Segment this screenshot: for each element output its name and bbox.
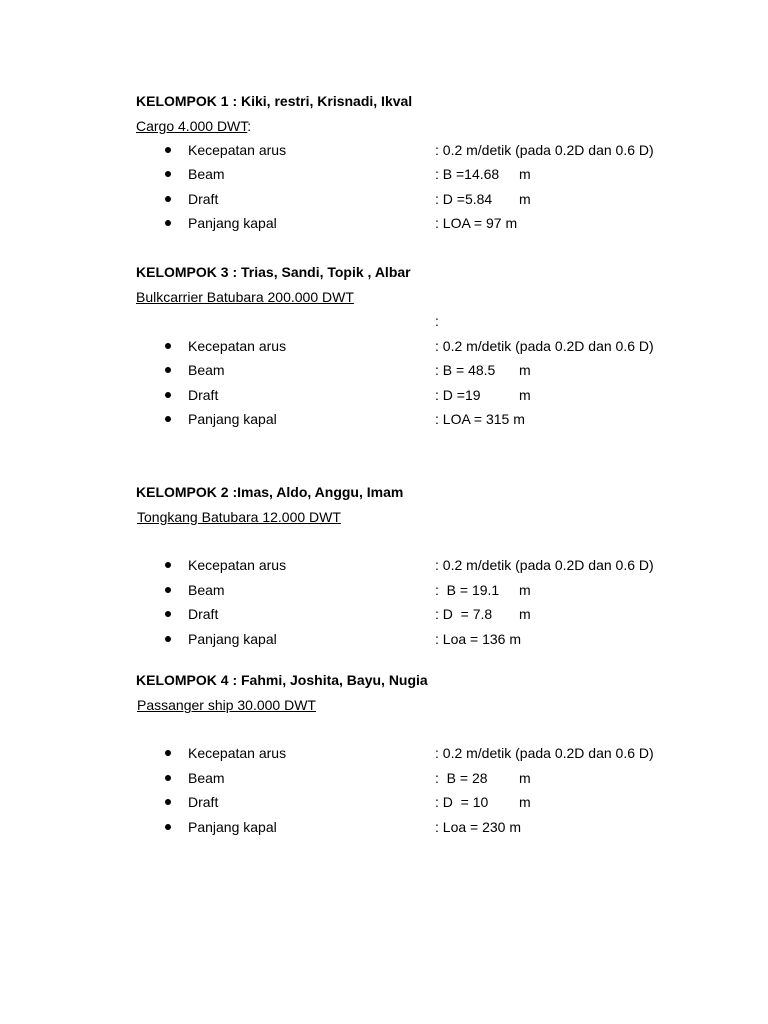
group-heading: KELOMPOK 4 : Fahmi, Joshita, Bayu, Nugia [136, 672, 428, 688]
item-value: : D =5.84 [435, 191, 493, 207]
item-value: : 0.2 m/detik (pada 0.2D dan 0.6 D) [435, 338, 654, 354]
ship-line [136, 117, 251, 135]
item-label: Panjang kapal [188, 411, 277, 427]
ship-name: Passanger ship 30.000 DWT [137, 697, 316, 713]
item-unit: m [519, 582, 531, 598]
bullet-icon [165, 416, 171, 422]
item-label: Kecepatan arus [188, 557, 287, 573]
item-value: : D = 10 [435, 794, 489, 810]
item-unit: m [519, 770, 531, 786]
item-label: Beam [188, 582, 225, 598]
bullet-icon [165, 775, 171, 781]
item-label: Draft [188, 191, 219, 207]
bullet-icon [165, 587, 171, 593]
item-label: Beam [188, 770, 225, 786]
bullet-icon [165, 343, 171, 349]
bullet-icon [165, 799, 171, 805]
item-value: : D =19 [435, 387, 481, 403]
item-value: : B =14.68 [435, 166, 500, 182]
item-value: : 0.2 m/detik (pada 0.2D dan 0.6 D) [435, 745, 654, 761]
item-value: : B = 28 [435, 770, 488, 786]
item-label: Draft [188, 606, 219, 622]
item-unit: m [519, 191, 531, 207]
bullet-icon [165, 220, 171, 226]
bullet-icon [165, 196, 171, 202]
ship-suffix: : [247, 118, 252, 134]
bullet-icon [165, 147, 171, 153]
item-label: Draft [188, 387, 219, 403]
ship-name: Cargo 4.000 DWT [136, 118, 248, 134]
item-label: Beam [188, 166, 225, 182]
bullet-icon [165, 367, 171, 373]
item-label: Kecepatan arus [188, 142, 287, 158]
item-label: Kecepatan arus [188, 338, 287, 354]
item-value: : B = 48.5 [435, 362, 496, 378]
item-label: Kecepatan arus [188, 745, 287, 761]
item-value: : B = 19.1 [435, 582, 500, 598]
item-unit: m [519, 606, 531, 622]
group-heading: KELOMPOK 1 : Kiki, restri, Krisnadi, Ikval [136, 93, 413, 109]
item-value: : 0.2 m/detik (pada 0.2D dan 0.6 D) [435, 557, 654, 573]
bullet-icon [165, 750, 171, 756]
group-heading: KELOMPOK 2 :Imas, Aldo, Anggu, Imam [136, 484, 404, 500]
item-label: Beam [188, 362, 225, 378]
bullet-icon [165, 636, 171, 642]
ship-line [137, 696, 316, 714]
item-value: : Loa = 230 m [435, 819, 522, 835]
item-label: Draft [188, 794, 219, 810]
stray-colon: : [435, 313, 439, 329]
item-label: Panjang kapal [188, 631, 277, 647]
bullet-icon [165, 562, 171, 568]
item-value: : LOA = 97 m [435, 215, 518, 231]
ship-name: Tongkang Batubara 12.000 DWT [137, 509, 341, 525]
ship-name: Bulkcarrier Batubara 200.000 DWT [136, 289, 354, 305]
item-label: Panjang kapal [188, 819, 277, 835]
item-unit: m [519, 794, 531, 810]
item-value: : D = 7.8 [435, 606, 493, 622]
item-value: : LOA = 315 m [435, 411, 525, 427]
bullet-icon [165, 392, 171, 398]
item-value: : 0.2 m/detik (pada 0.2D dan 0.6 D) [435, 142, 654, 158]
item-unit: m [519, 387, 531, 403]
bullet-icon [165, 611, 171, 617]
item-value: : Loa = 136 m [435, 631, 522, 647]
item-unit: m [519, 362, 531, 378]
bullet-icon [165, 824, 171, 830]
ship-line [137, 508, 341, 526]
group-heading: KELOMPOK 3 : Trias, Sandi, Topik , Albar [136, 264, 411, 280]
ship-line [136, 288, 354, 306]
item-label: Panjang kapal [188, 215, 277, 231]
bullet-icon [165, 171, 171, 177]
item-unit: m [519, 166, 531, 182]
